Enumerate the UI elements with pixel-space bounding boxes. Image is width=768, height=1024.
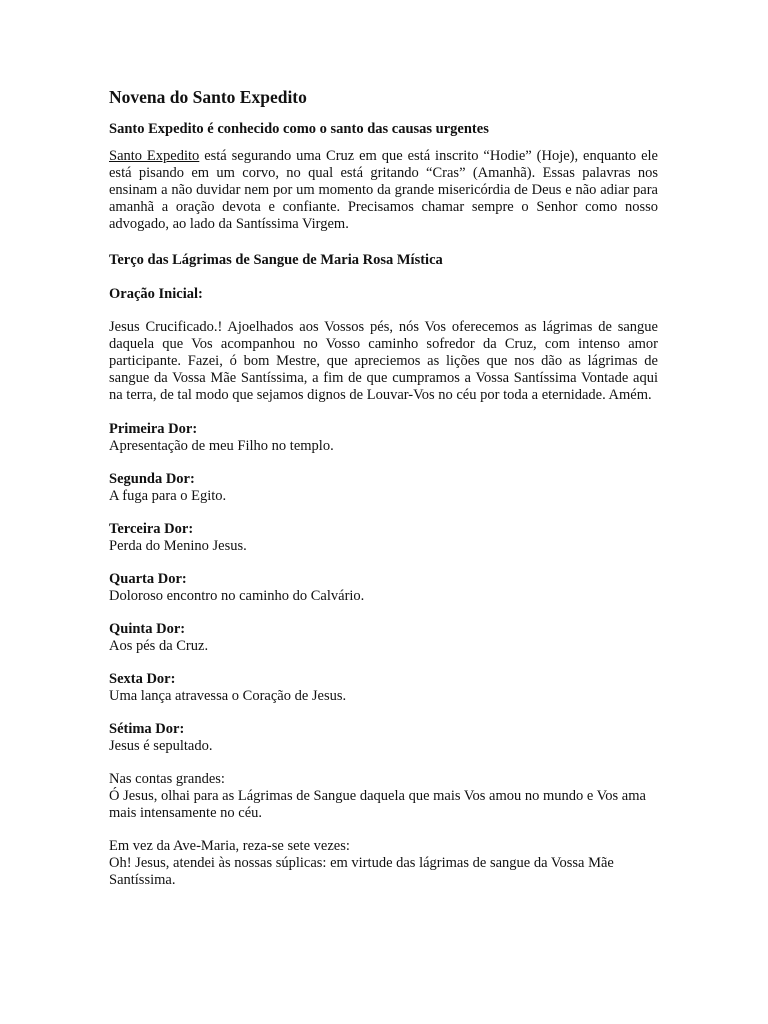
dor-label: Sexta Dor: — [109, 671, 176, 687]
dor-label: Quinta Dor: — [109, 621, 186, 637]
document-subtitle: Santo Expedito é conhecido como o santo das causas urgentes — [109, 121, 489, 137]
dor-text: Jesus é sepultado. — [109, 738, 213, 754]
intro-text: está segurando uma Cruz em que está inscrito “Hodie” (Hoje), enquanto ele está pisando em um corvo, no qual está gritando “Cras” (Amanhã). Essas palavras nos ensinam a não duvidar nem por um momento da grande misericórdia de Deus e não adiar para amanhã a oração devota e confiante. Precisamos chamar sempre o Senhor como nosso advogado, ao lado da Santíssima Virgem. — [109, 148, 658, 232]
dor-item — [109, 721, 658, 755]
dor-text: A fuga para o Egito. — [109, 488, 227, 504]
dor-text: Perda do Menino Jesus. — [109, 538, 247, 554]
intro-paragraph — [109, 148, 658, 233]
dor-text: Doloroso encontro no caminho do Calvário. — [109, 588, 365, 604]
dor-item — [109, 621, 658, 655]
oracao-inicial-text: Jesus Crucificado.! Ajoelhados aos Vossos pés, nós Vos oferecemos as lágrimas de sangue daquela que Vos acompanhou no Vosso caminho sofredor da Cruz, com intenso amor participante. Fazei, ó bom Mestre, que apreciemos as lições que nos dão as lágrimas de sangue da Vossa Mãe Santíssima, a fim de que cumpramos a Vossa Santíssima Vontade aqui na terra, de tal modo que sejamos dignos de Louvar-Vos no céu por toda a eternidade. Amém. — [109, 319, 658, 403]
ave-text: Oh! Jesus, atendei às nossas súplicas: em virtude das lágrimas de sangue da Vossa Mãe Santíssima. — [109, 855, 614, 888]
terco-heading: Terço das Lágrimas de Sangue de Maria Rosa Mística — [109, 252, 443, 268]
ave-maria-block — [109, 838, 658, 889]
dor-text: Apresentação de meu Filho no templo. — [109, 438, 334, 454]
dor-label: Sétima Dor: — [109, 721, 185, 737]
contas-label: Nas contas grandes: — [109, 771, 225, 787]
dor-label: Terceira Dor: — [109, 521, 194, 537]
dor-item — [109, 521, 658, 555]
dor-text: Aos pés da Cruz. — [109, 638, 209, 654]
dores-list — [109, 421, 658, 755]
dor-item — [109, 471, 658, 505]
dor-label: Quarta Dor: — [109, 571, 187, 587]
document-page — [109, 86, 658, 905]
dor-item — [109, 421, 658, 455]
oracao-heading: Oração Inicial: — [109, 286, 203, 302]
dor-label: Segunda Dor: — [109, 471, 195, 487]
santo-expedito-link[interactable]: Santo Expedito — [109, 148, 200, 164]
document-title: Novena do Santo Expedito — [109, 87, 307, 107]
contas-grandes-block — [109, 771, 658, 822]
ave-label: Em vez da Ave-Maria, reza-se sete vezes: — [109, 838, 350, 854]
dor-text: Uma lança atravessa o Coração de Jesus. — [109, 688, 347, 704]
contas-text: Ó Jesus, olhai para as Lágrimas de Sangue daquela que mais Vos amou no mundo e Vos ama mais intensamente no céu. — [109, 788, 646, 821]
dor-item — [109, 671, 658, 705]
dor-label: Primeira Dor: — [109, 421, 198, 437]
dor-item — [109, 571, 658, 605]
